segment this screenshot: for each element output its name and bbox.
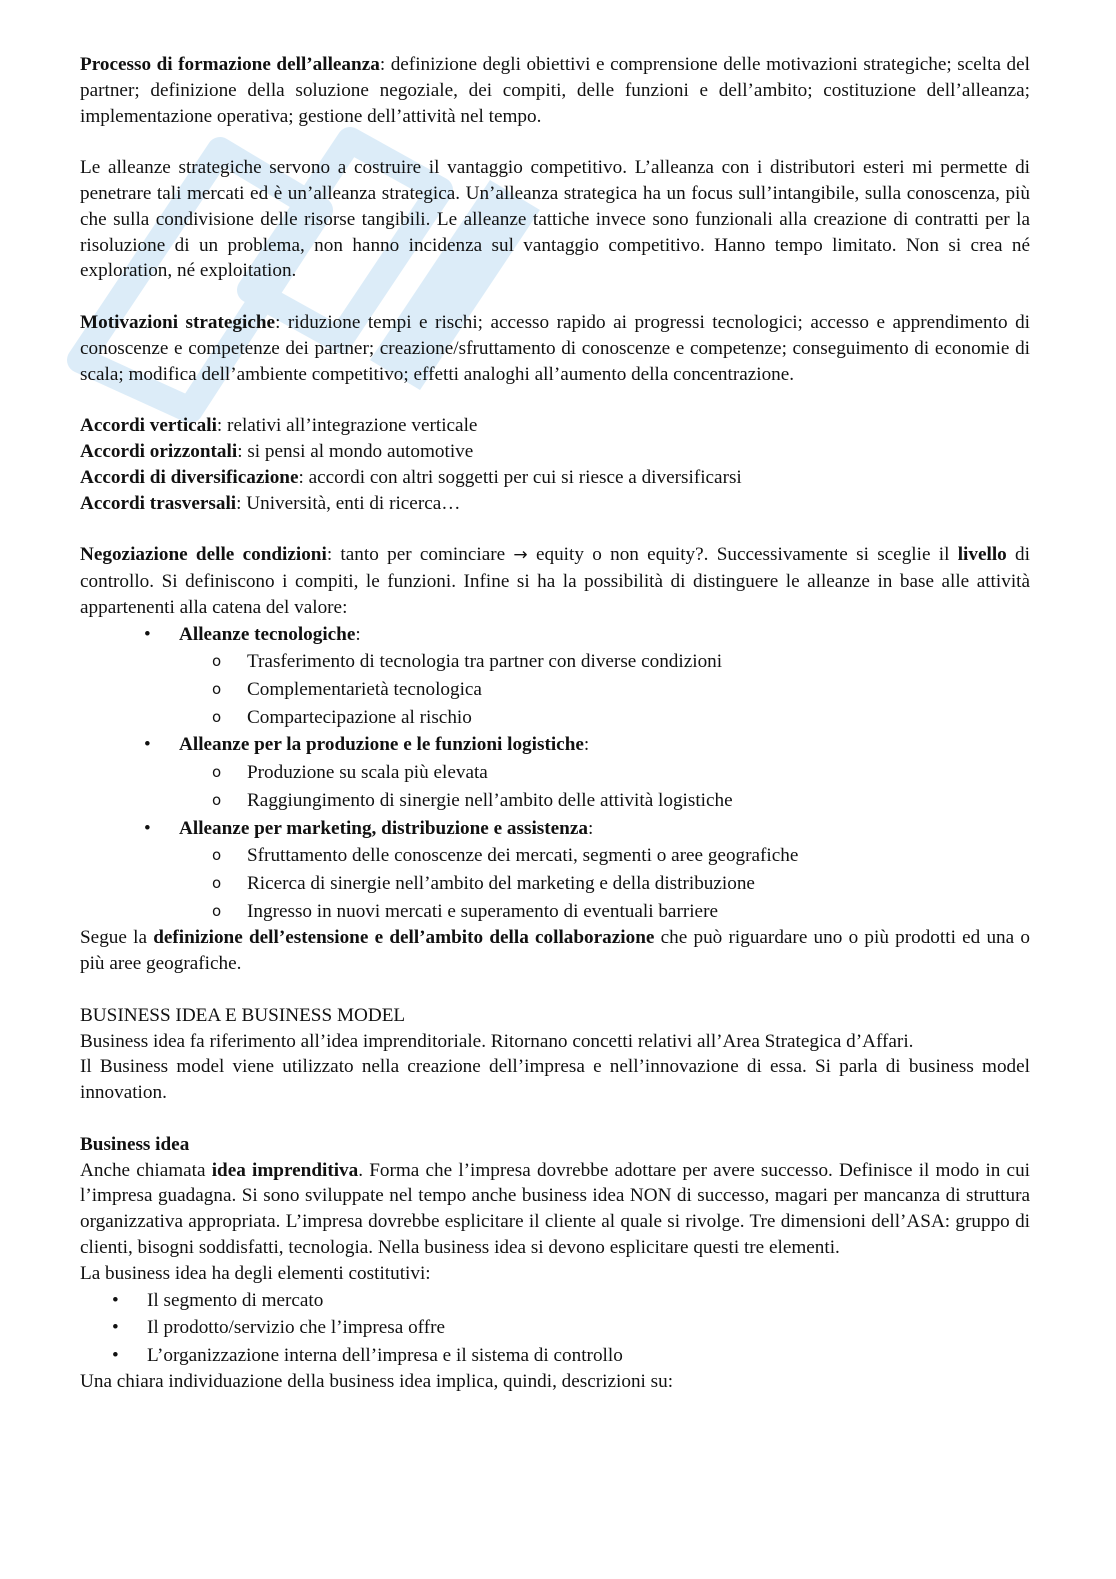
paragraph-business-idea-intro: Business idea fa riferimento all’idea imprenditoriale. Ritornano concetti relativi all’Area Strategica d’Affari.	[80, 1030, 914, 1052]
paragraph-elementi-intro: La business idea ha degli elementi costitutivi:	[80, 1262, 431, 1284]
accordo-text: : relativi all’integrazione verticale	[216, 415, 478, 437]
accordo-text: : si pensi al mondo automotive	[237, 440, 474, 462]
sub-bullet-icon: o	[212, 873, 222, 892]
paragraph-motivazioni-text: : riduzione tempi e rischi; accesso rapido ai progressi tecnologici; accesso e apprendimento di conoscenze e competenze dei partner; creazione/sfruttamento di conoscenze e competenze; conseguimento di economie di scala; modifica dell’ambiente competitivo; effetti analoghi all’aumento della concentrazione.	[80, 311, 1030, 385]
sub-item-text: Produzione su scala più elevata	[247, 761, 488, 783]
list-item	[80, 898, 1030, 926]
paragraph-processo	[80, 52, 1030, 129]
alleanza-colon: :	[587, 817, 594, 839]
accordo-term: Accordi di diversificazione	[80, 466, 299, 488]
list-item	[80, 621, 1030, 649]
paragraph-alleanze-strategiche: Le alleanze strategiche servono a costruire il vantaggio competitivo. L’alleanza con i distributori esteri mi permette di penetrare tali mercati ed è un’alleanza strategica. Un’alleanza strategica ha un focus sull’intangibile, sulla conoscenza, più che sulla condivisione delle risorse tangibili. Le alleanze tattiche invece sono funzionali alla creazione di contratti per la risoluzione di un problema, non hanno incidenza sul vantaggio competitivo. Hanno tempo limitato. Non si crea né exploration, né exploitation.	[80, 157, 1030, 282]
bullet-icon: •	[112, 1317, 119, 1339]
accordo-term: Accordi verticali	[80, 415, 217, 437]
section-heading: BUSINESS IDEA E BUSINESS MODEL	[80, 1004, 406, 1026]
list-item	[80, 842, 1030, 870]
list-item	[80, 676, 1030, 704]
negoziazione-text-1: : tanto per cominciare	[326, 544, 514, 566]
paragraph-negoziazione	[80, 542, 1030, 620]
elementi-list	[80, 1287, 1030, 1370]
elemento-text: Il prodotto/servizio che l’impresa offre	[147, 1317, 446, 1339]
sub-bullet-icon: o	[212, 762, 222, 781]
business-idea-title-text: Business idea	[80, 1133, 190, 1155]
sub-item-text: Compartecipazione al rischio	[247, 706, 472, 728]
sub-bullet-icon: o	[212, 679, 222, 698]
accordo-term: Accordi orizzontali	[80, 440, 238, 462]
sub-item-text: Ingresso in nuovi mercati e superamento di eventuali barriere	[247, 900, 718, 922]
list-item	[80, 1314, 1030, 1342]
bullet-icon: •	[144, 817, 151, 839]
sub-item-text: Ricerca di sinergie nell’ambito del marketing e della distribuzione	[247, 872, 755, 894]
idea-text-2: . Forma che l’impresa dovrebbe adottare per avere successo. Definisce il modo in cui l’impresa guadagna. Si sono sviluppate nel tempo anche business idea NON di successo, magari per mancanza di struttura organizzativa appropriata. L’impresa dovrebbe esplicitare il cliente al quale si rivolge. Tre dimensioni dell’ASA: gruppo di clienti, bisogni soddisfatti, tecnologia. Nella business idea si devono esplicitare questi tre elementi.	[80, 1159, 1030, 1258]
paragraph-segue	[80, 925, 1030, 977]
list-item	[80, 1342, 1030, 1370]
term-motivazioni: Motivazioni strategiche	[80, 311, 276, 333]
term-definizione: definizione dell’estensione e dell’ambito della collaborazione	[153, 927, 655, 949]
sub-bullet-icon: o	[212, 707, 222, 726]
segue-text-1: Segue la	[80, 927, 154, 949]
paragraph-business-model: Il Business model viene utilizzato nella creazione dell’impresa e nell’innovazione di essa. Si parla di business model innovation.	[80, 1056, 1030, 1104]
bullet-icon: •	[144, 623, 151, 645]
bullet-icon: •	[112, 1289, 119, 1311]
term-processo: Processo di formazione dell’alleanza	[80, 54, 380, 75]
list-item	[80, 787, 1030, 815]
accordo-text: : Università, enti di ricerca…	[236, 492, 461, 514]
alleanza-colon: :	[583, 734, 590, 756]
idea-text-1: Anche chiamata	[80, 1159, 212, 1181]
sub-item-text: Complementarietà tecnologica	[247, 678, 482, 700]
alleanze-list	[80, 621, 1030, 926]
sub-bullet-icon: o	[212, 846, 222, 865]
accordo-verticali	[80, 413, 1030, 439]
bullet-icon: •	[144, 734, 151, 756]
list-item	[80, 815, 1030, 843]
accordi-list	[80, 413, 1030, 516]
sub-item-text: Trasferimento di tecnologia tra partner con diverse condizioni	[247, 651, 723, 673]
sub-bullet-icon: o	[212, 790, 222, 809]
accordo-term: Accordi trasversali	[80, 492, 237, 514]
arrow-right-icon: →	[513, 545, 528, 566]
document-page	[80, 52, 1030, 1395]
elemento-text: L’organizzazione interna dell’impresa e il sistema di controllo	[147, 1344, 623, 1366]
sub-item-text: Raggiungimento di sinergie nell’ambito delle attività logistiche	[247, 789, 733, 811]
sub-bullet-icon: o	[212, 901, 222, 920]
list-item	[80, 1287, 1030, 1315]
accordo-orizzontali	[80, 439, 1030, 465]
alleanza-term: Alleanze tecnologiche	[179, 623, 356, 645]
paragraph-processo-text: : definizione degli obiettivi e comprensione delle motivazioni strategiche; scelta del partner; definizione della soluzione negoziale, dei compiti, delle funzioni e dell’ambito; costituzione dell’alleanza; implementazione operativa; gestione dell’attività nel tempo.	[80, 54, 1030, 127]
segue-text-2: che può riguardare uno o più prodotti ed una o più aree geografiche.	[80, 927, 1030, 975]
alleanza-term: Alleanze per marketing, distribuzione e assistenza	[179, 817, 588, 839]
accordo-trasversali	[80, 491, 1030, 517]
term-livello: livello	[957, 544, 1007, 566]
business-idea-title	[80, 1132, 1030, 1158]
list-item	[80, 648, 1030, 676]
paragraph-idea-imprenditiva	[80, 1158, 1030, 1261]
elemento-text: Il segmento di mercato	[147, 1289, 324, 1311]
accordo-diversificazione	[80, 465, 1030, 491]
negoziazione-text-3: di controllo. Si definiscono i compiti, le funzioni. Infine si ha la possibilità di distinguere le alleanze in base alle attività appartenenti alla catena del valore:	[80, 544, 1030, 618]
paragraph-motivazioni	[80, 310, 1030, 387]
sub-bullet-icon: o	[212, 652, 222, 671]
alleanza-colon: :	[355, 623, 361, 645]
sub-item-text: Sfruttamento delle conoscenze dei mercati, segmenti o aree geografiche	[247, 845, 799, 867]
bullet-icon: •	[112, 1344, 119, 1366]
paragraph-conclusione: Una chiara individuazione della business idea implica, quindi, descrizioni su:	[80, 1371, 674, 1393]
negoziazione-text-2: equity o non equity?. Successivamente si sceglie il	[527, 544, 958, 566]
list-item	[80, 704, 1030, 732]
term-negoziazione: Negoziazione delle condizioni	[80, 544, 327, 566]
term-idea-imprenditiva: idea imprenditiva	[211, 1159, 359, 1181]
list-item	[80, 870, 1030, 898]
accordo-text: : accordi con altri soggetti per cui si riesce a diversificarsi	[298, 466, 742, 488]
list-item	[80, 759, 1030, 787]
alleanza-term: Alleanze per la produzione e le funzioni logistiche	[179, 734, 584, 756]
list-item	[80, 731, 1030, 759]
